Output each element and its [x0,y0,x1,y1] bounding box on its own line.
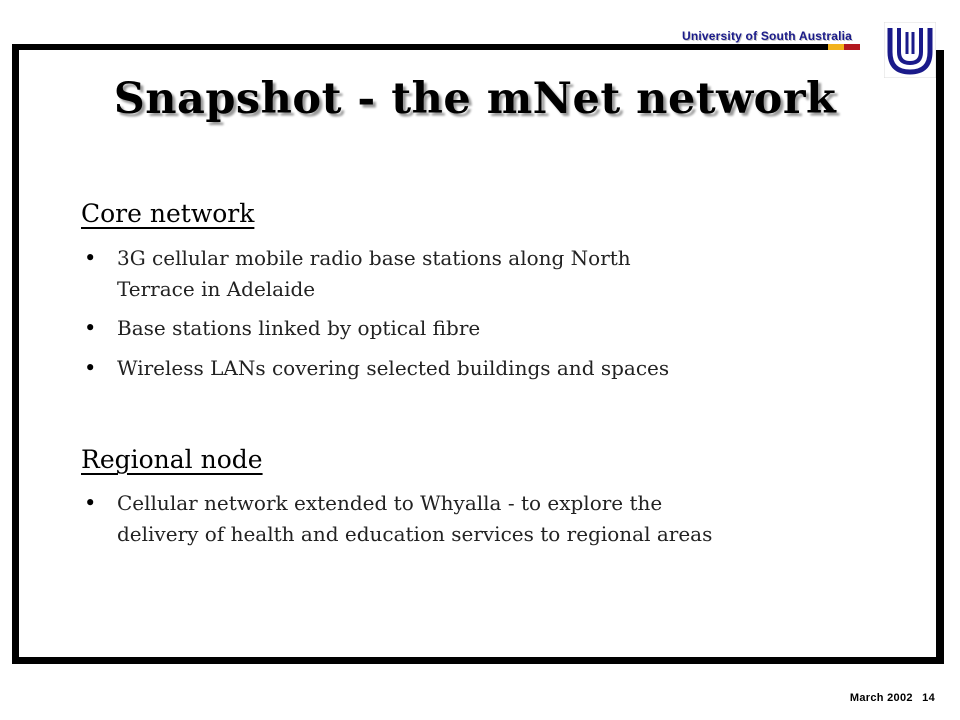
bullet-line: Cellular network extended to Whyalla - to explore the [117,491,663,515]
bullet-text [117,243,897,305]
bullet-text: Base stations linked by optical fibre [117,316,481,340]
bullet-line: delivery of health and education services to regional areas [117,522,713,546]
slide-footer [844,692,935,704]
bullet-dot-icon: • [84,246,97,270]
bullet-text [117,488,897,550]
bullet-dot-icon: • [84,356,97,380]
university-name: University of South Australia [682,29,853,43]
footer-date: March 2002 [849,692,913,704]
page-number: 14 [922,692,935,704]
bullet-text: Wireless LANs covering selected buildings and spaces [117,356,670,380]
bullet-dot-icon: • [84,316,97,340]
section-heading-regional-node: Regional node [81,445,263,474]
section-heading-core-network: Core network [81,199,255,228]
slide-title: Snapshot - the mNet network [113,74,837,124]
bullet-line: Terrace in Adelaide [117,277,316,301]
bullet-line: 3G cellular mobile radio base stations along North [117,246,631,270]
bullet-dot-icon: • [84,491,97,515]
